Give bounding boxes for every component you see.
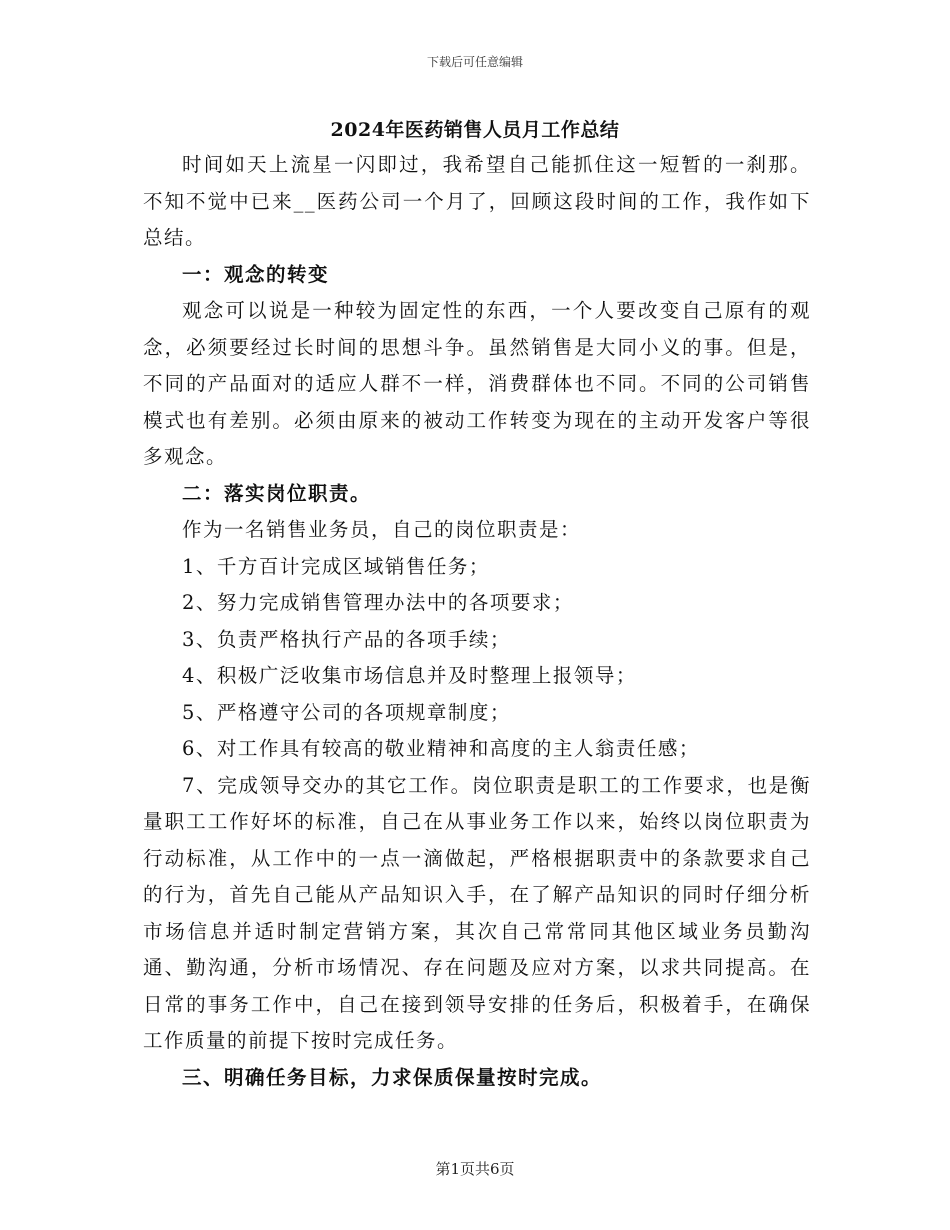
body-paragraph: 作为一名销售业务员，自己的岗位职责是： [182,518,582,541]
section-heading-1: 一：观念的转变 [182,262,330,286]
list-item: 2、努力完成销售管理办法中的各项要求； [182,591,574,614]
list-item: 5、严格遵守公司的各项规章制度； [182,700,511,724]
list-item: 4、积极广泛收集市场信息并及时整理上报领导； [182,664,637,687]
section-heading-3: 三、明确任务目标，力求保质保量按时完成。 [182,1065,603,1089]
document-title: 2024年医药销售人员月工作总结 [330,119,620,141]
document-body [143,147,811,1096]
body-paragraph: 观念可以说是一种较为固定性的东西，一个人要改变自己原有的观念，必须要经过长时间的思想斗争。虽然销售是大同小义的事。但是，不同的产品面对的适应人群不一样，消费群体也不同。不同的公司销售模式也有差别。必须由原来的被动工作转变为现在的主动开发客户等很多观念。 [143,299,811,468]
intro-paragraph: 时间如天上流星一闪即过，我希望自己能抓住这一短暂的一刹那。不知不觉中已来__医药公司一个月了，回顾这段时间的工作，我作如下总结。 [143,153,811,249]
page-footer: 第1页共6页 [435,1160,515,1178]
section-heading-2: 二：落实岗位职责。 [182,481,372,505]
list-item: 7、完成领导交办的其它工作。岗位职责是职工的工作要求，也是衡量职工工作好坏的标准，自己在从事业务工作以来，始终以岗位职责为行动标准，从工作中的一点一滴做起，严格根据职责中的条款要求自己的行为，首先自己能从产品知识入手，在了解产品知识的同时仔细分析市场信息并适时制定营销方案，其次自己常常同其他区域业务员勤沟通、勤沟通，分析市场情况、存在问题及应对方案，以求共同提高。在日常的事务工作中，自己在接到领导安排的任务后，积极着手，在确保工作质量的前提下按时完成任务。 [143,773,811,1052]
header-note: 下载后可任意编辑 [426,55,523,69]
list-item: 6、对工作具有较高的敬业精神和高度的主人翁责任感； [182,737,700,760]
list-item: 3、负责严格执行产品的各项手续； [182,627,511,651]
list-item: 1、千方百计完成区域销售任务； [182,554,490,578]
